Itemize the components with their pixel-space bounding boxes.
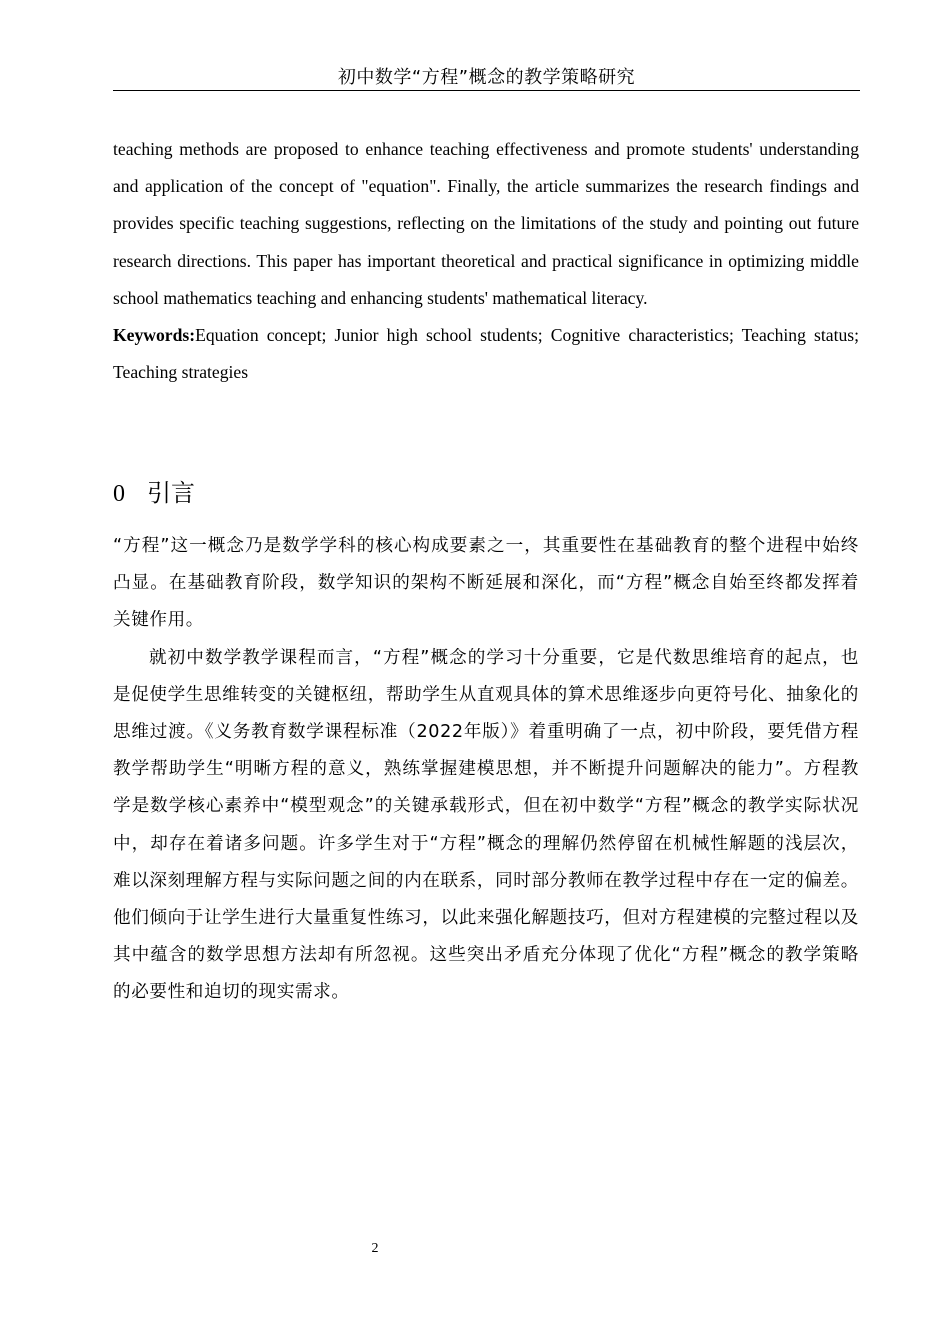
abstract-paragraph: teaching methods are proposed to enhance teaching effectiveness and promote students' understanding and application of the concept of "equation". Finally, the article summarizes the research findings and provides specific teaching suggestions, reflecting on the limitations of the study and pointing out future research directions. This paper has important theoretical and practical significance in optimizing middle school mathematics teaching and enhancing students' mathematical literacy. [113, 139, 859, 308]
intro-paragraph-2: 就初中数学教学课程而言，“方程”概念的学习十分重要，它是代数思维培育的起点，也是促使学生思维转变的关键枢纽，帮助学生从直观具体的算术思维逐步向更符号化、抽象化的思维过渡。《义务教育数学课程标准（2022年版）》着重明确了一点，初中阶段，要凭借方程教学帮助学生“明晰方程的意义，熟练掌握建模思想，并不断提升问题解决的能力”。方程教学是数学核心素养中“模型观念”的关键承载形式，但在初中数学“方程”概念的教学实际状况中，却存在着诸多问题。许多学生对于“方程”概念的理解仍然停留在机械性解题的浅层次，难以深刻理解方程与实际问题之间的内在联系，同时部分教师在教学过程中存在一定的偏差。他们倾向于让学生进行大量重复性练习，以此来强化解题技巧，但对方程建模的完整过程以及其中蕴含的数学思想方法却有所忽视。这些突出矛盾充分体现了优化“方程”概念的教学策略的必要性和迫切的现实需求。 [113, 647, 859, 1003]
abstract-continuation [113, 131, 859, 391]
section-number: 0 [113, 481, 125, 507]
keywords-label: Keywords: [113, 325, 196, 346]
keywords-text: Equation concept; Junior high school students; Cognitive characteristics; Teaching status; Teaching strategies [113, 325, 859, 383]
keywords-line [113, 317, 859, 391]
running-header: 初中数学“方程”概念的教学策略研究 [113, 66, 860, 91]
section-heading [113, 475, 195, 512]
section-title: 引言 [147, 479, 195, 507]
page-number: 2 [371, 1241, 379, 1256]
intro-paragraph-1: “方程”这一概念乃是数学学科的核心构成要素之一，其重要性在基础教育的整个进程中始终凸显。在基础教育阶段，数学知识的架构不断延展和深化，而“方程”概念自始至终都发挥着关键作用。 [113, 536, 859, 631]
introduction-body [113, 528, 859, 1012]
